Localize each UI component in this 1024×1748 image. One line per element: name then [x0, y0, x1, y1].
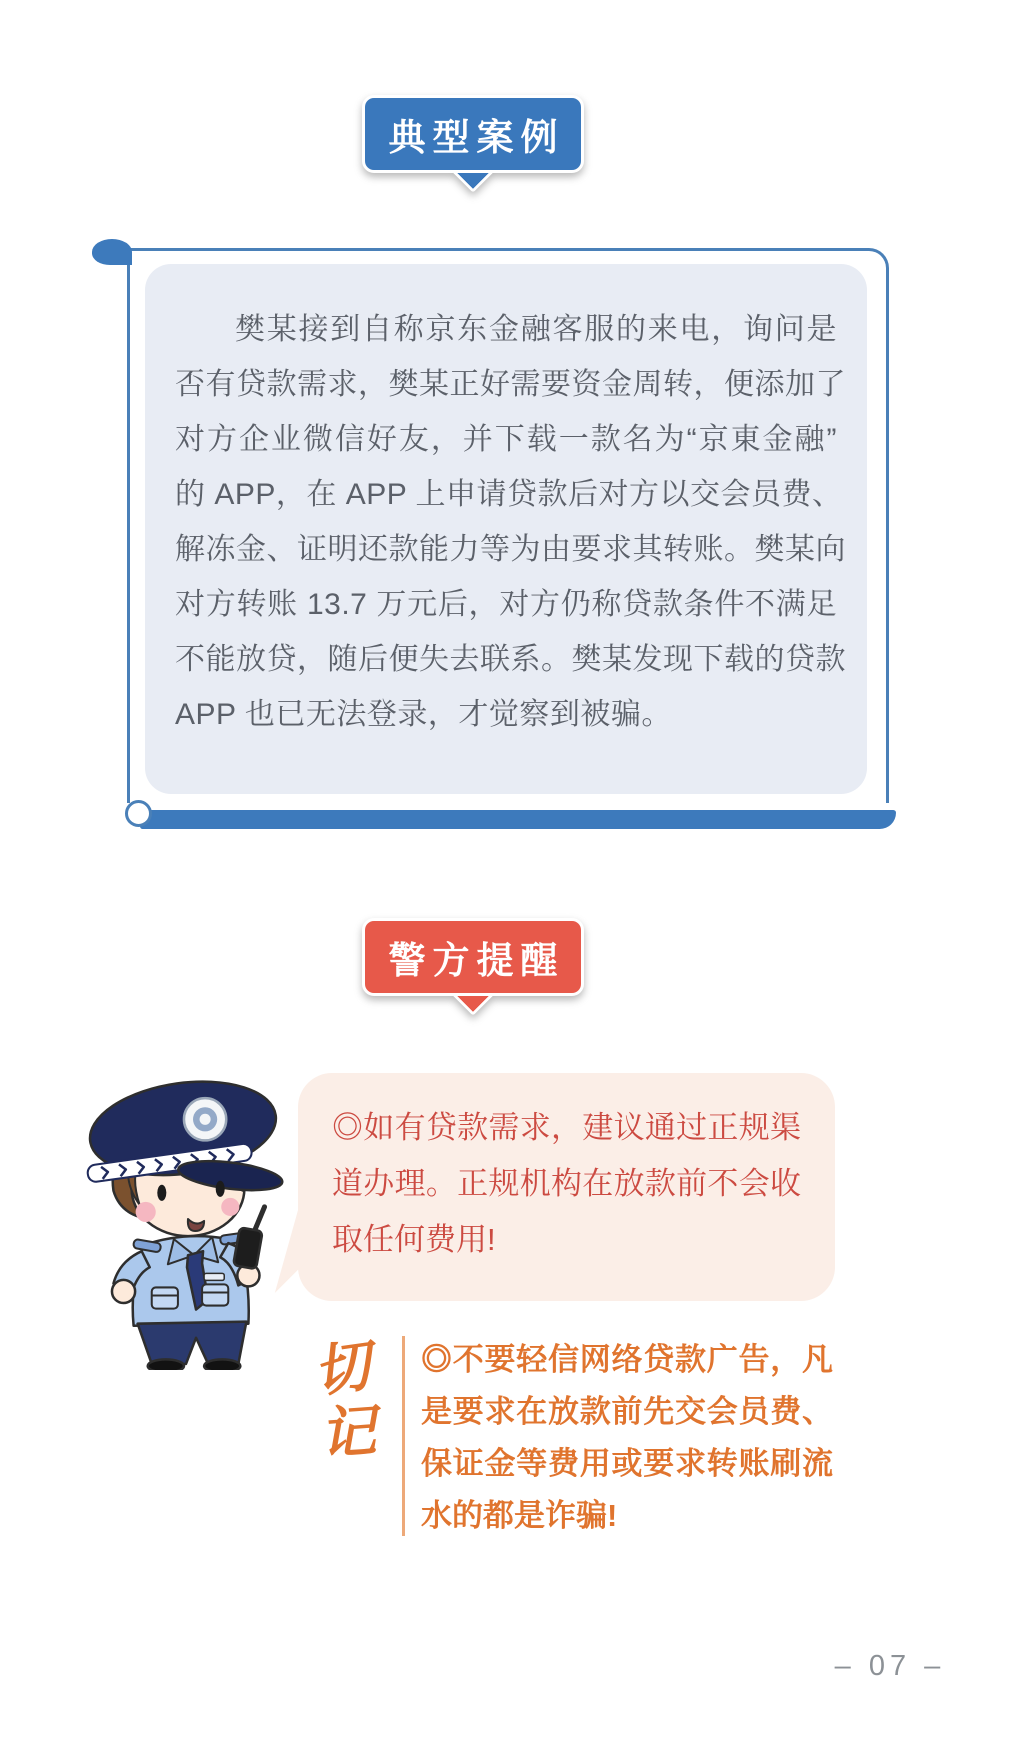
reminder-bubble-text [332, 1100, 801, 1268]
typical-case-banner [362, 95, 584, 173]
banner-box [362, 95, 584, 173]
scroll-curl-bottom-left [125, 800, 152, 827]
case-card [145, 264, 867, 794]
remember-char: 切 [309, 1335, 375, 1405]
police-officer-icon [78, 1078, 302, 1370]
text-line: ◎不要轻信网络贷款广告，凡 [421, 1342, 833, 1377]
text-line: ◎如有贷款需求，建议通过正规渠 [332, 1110, 801, 1145]
typical-case-banner-label: 典型案例 [388, 118, 565, 159]
speech-bubble [298, 1073, 835, 1301]
text-line: 保证金等费用或要求转账刷流 [421, 1446, 833, 1481]
police-reminder-banner-label: 警方提醒 [388, 941, 565, 982]
page-number: – 07 – [834, 1650, 946, 1682]
case-story-text [175, 302, 846, 742]
text-line: 不能放贷，随后便失去联系。樊某发现下载的贷款 [175, 643, 846, 676]
text-line: 的 APP，在 APP 上申请贷款后对方以交会员费、 [175, 478, 843, 511]
text-line: 解冻金、证明还款能力等为由要求其转账。樊某向 [175, 533, 846, 566]
text-line: 对方企业微信好友，并下载一款名为“京東金融” [175, 423, 837, 456]
text-line: 否有贷款需求，樊某正好需要资金周转，便添加了 [175, 368, 846, 401]
scroll-bottom-bar [140, 810, 896, 829]
text-line: APP 也已无法登录，才觉察到被骗。 [175, 698, 672, 731]
text-line: 水的都是诈骗! [421, 1498, 618, 1533]
remember-char: 记 [317, 1400, 379, 1467]
text-line: 道办理。正规机构在放款前不会收 [332, 1166, 801, 1201]
remember-stamp [296, 1332, 388, 1466]
scroll-curl-top-left [92, 239, 132, 265]
vertical-divider [402, 1336, 405, 1536]
warning-text [421, 1332, 833, 1542]
text-line: 对方转账 13.7 万元后，对方仍称贷款条件不满足 [175, 588, 837, 621]
text-line: 樊某接到自称京东金融客服的来电，询问是 [235, 313, 837, 346]
text-line: 取任何费用! [332, 1222, 496, 1257]
police-reminder-banner [362, 918, 584, 996]
banner-box [362, 918, 584, 996]
text-line: 是要求在放款前先交会员费、 [421, 1394, 833, 1429]
remember-block [296, 1332, 833, 1542]
